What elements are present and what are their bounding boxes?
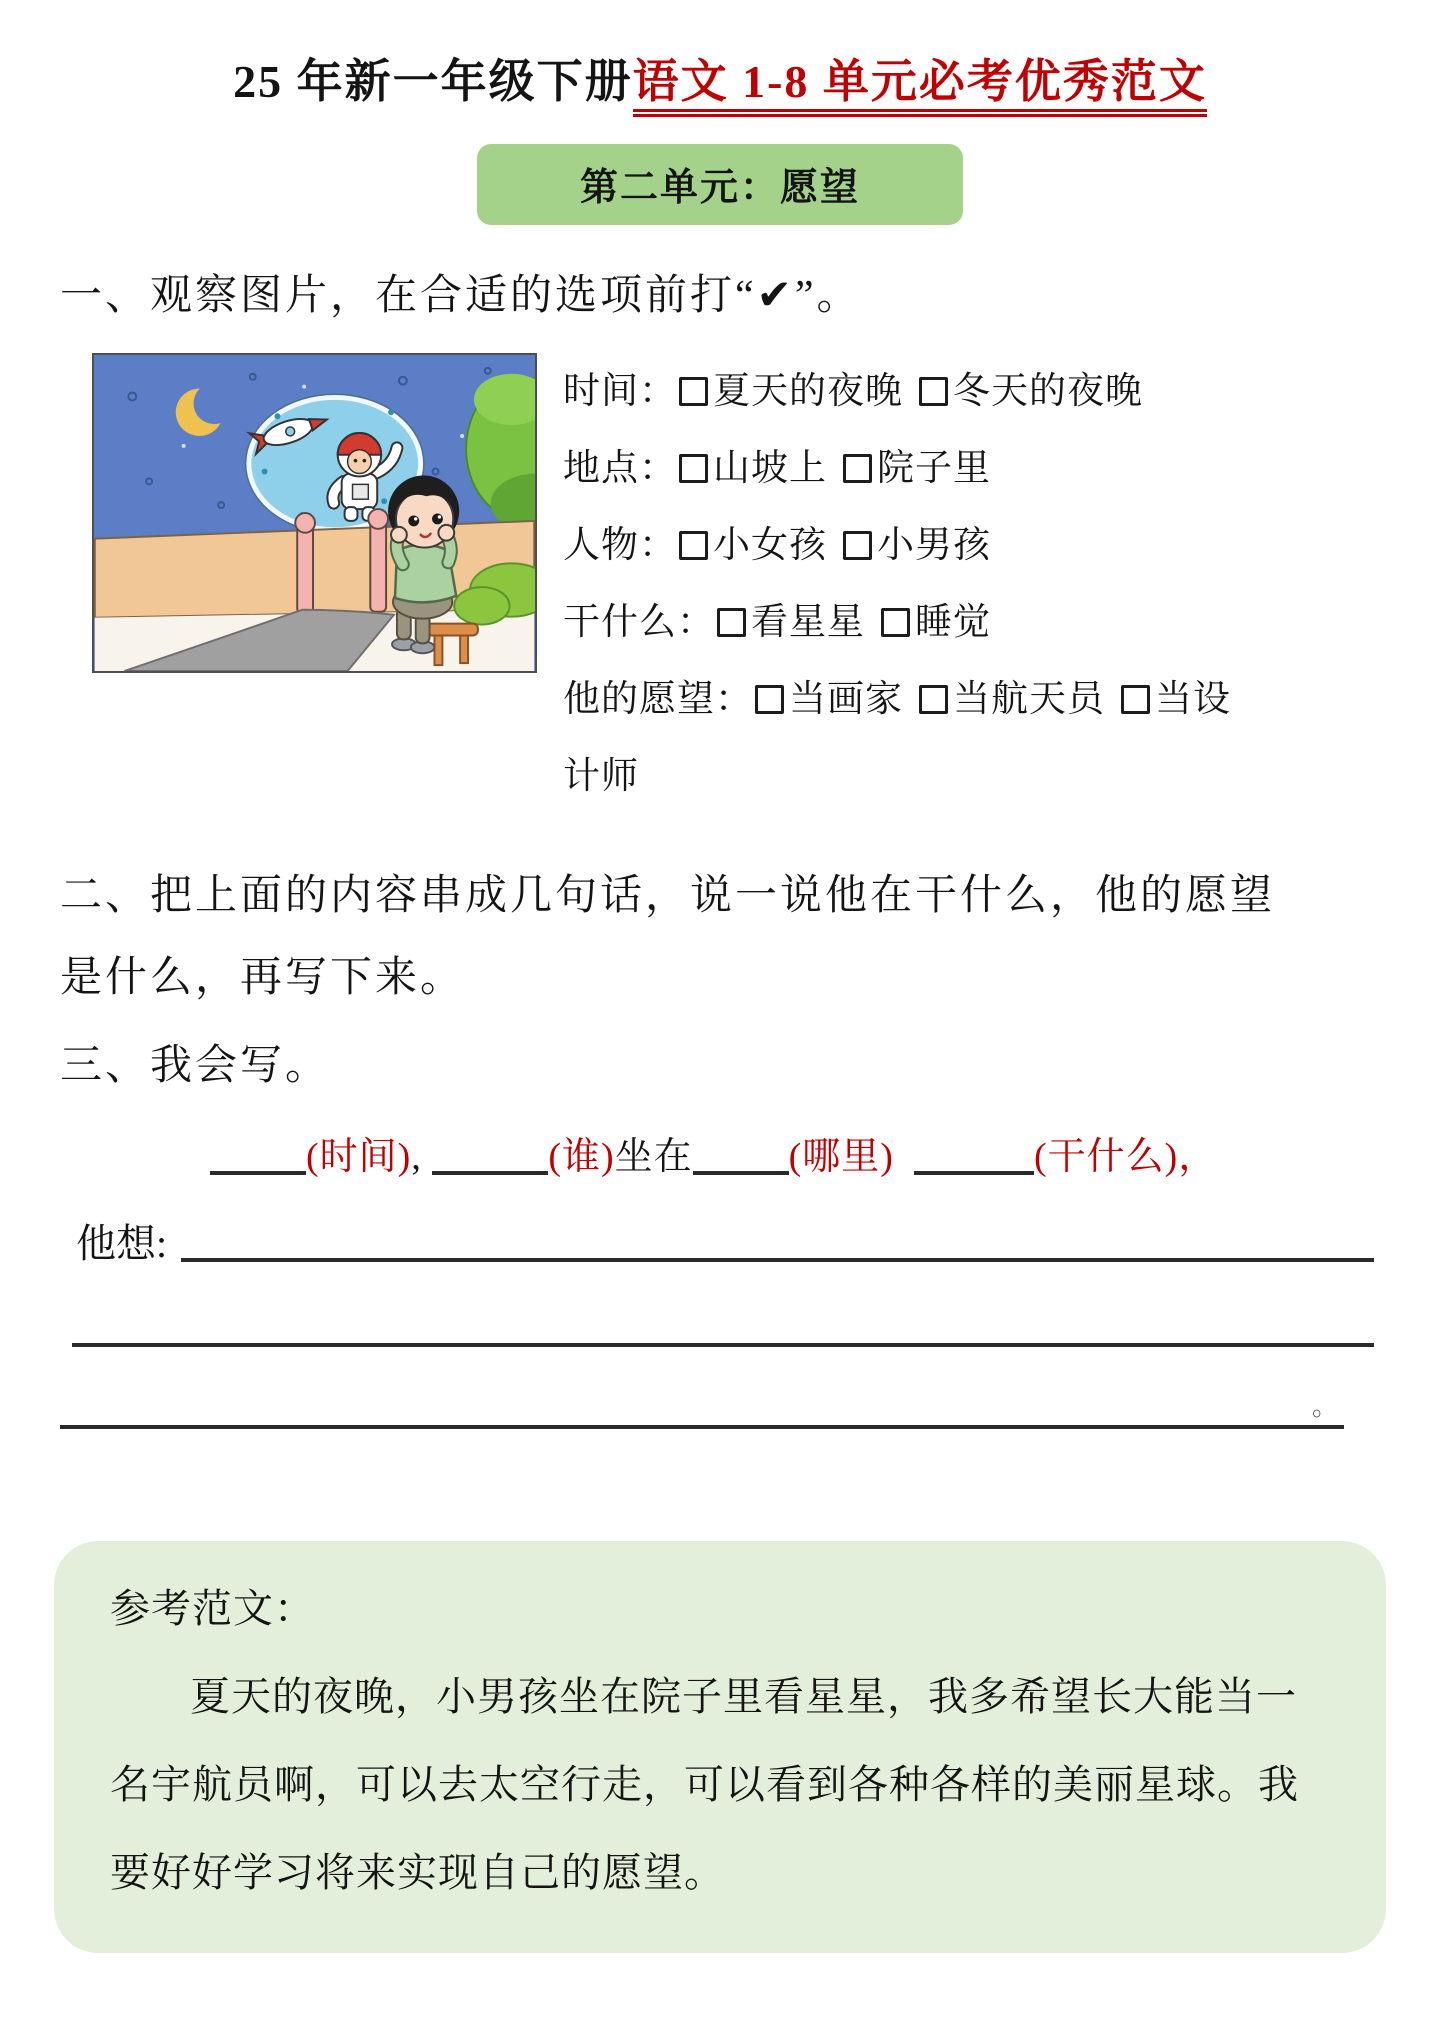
- option-label: 冬天的夜晚: [953, 371, 1143, 412]
- title-red-underlined-part: 语文 1-8 单元必考优秀范文: [633, 56, 1207, 117]
- blank-doing[interactable]: [914, 1145, 1034, 1175]
- row-label: 他的愿望：: [563, 679, 753, 720]
- checkbox-row-person: [563, 507, 1263, 584]
- comma-red: ，: [1178, 1136, 1218, 1178]
- writing-line[interactable]: [181, 1258, 1374, 1262]
- row-label: 人物：: [563, 525, 677, 566]
- title-black-part: 25 年新一年级下册: [233, 56, 633, 107]
- option-label: 当航天员: [953, 679, 1105, 720]
- blank-where[interactable]: [693, 1145, 789, 1175]
- option-label: 看星星: [751, 602, 865, 643]
- section1-body: [60, 353, 1380, 815]
- checkbox[interactable]: [843, 454, 872, 483]
- checkbox[interactable]: [843, 531, 872, 560]
- comma: ,: [411, 1136, 422, 1178]
- checkbox[interactable]: [881, 608, 910, 637]
- option-label: 小男孩: [877, 525, 991, 566]
- he-thinks-row: [60, 1212, 1380, 1269]
- checkbox[interactable]: [717, 608, 746, 637]
- option-label: 院子里: [877, 448, 991, 489]
- hint-doing: (干什么): [1033, 1136, 1179, 1178]
- option-label: 当设计师: [563, 679, 1231, 797]
- row-label: 地点：: [563, 448, 677, 489]
- option-label: 夏天的夜晚: [713, 371, 903, 412]
- checkbox[interactable]: [919, 377, 948, 406]
- checkbox[interactable]: [679, 454, 708, 483]
- checkbox[interactable]: [679, 531, 708, 560]
- row-label: 干什么：: [563, 602, 715, 643]
- checkbox-row-activity: [563, 584, 1263, 661]
- section3-heading: 三、我会写。: [60, 1043, 331, 1089]
- tail-period: 。: [1311, 1392, 1338, 1421]
- sit-text: 坐在: [614, 1136, 693, 1178]
- checkbox[interactable]: [1121, 685, 1150, 714]
- row-label: 时间：: [563, 371, 677, 412]
- hint-time: (时间): [306, 1136, 412, 1178]
- checkbox-row-time: [563, 353, 1263, 430]
- reference-essay-box: [54, 1541, 1386, 1953]
- he-thinks-label: 他想:: [76, 1221, 168, 1266]
- page-title: [60, 44, 1380, 120]
- option-label: 小女孩: [713, 525, 827, 566]
- fill-in-sentence: [60, 1125, 1380, 1180]
- checkbox-row-wish: [563, 661, 1263, 815]
- checkbox[interactable]: [679, 377, 708, 406]
- unit-banner: 第二单元：愿望: [477, 144, 963, 225]
- option-label: 山坡上: [713, 448, 827, 489]
- reference-essay-label: 参考范文：: [110, 1586, 315, 1631]
- checkbox[interactable]: [919, 685, 948, 714]
- checkbox-row-place: [563, 430, 1263, 507]
- section1-heading: 一、观察图片，在合适的选项前打“✔”。: [60, 273, 862, 319]
- scene-illustration: [92, 353, 537, 673]
- blank-who[interactable]: [432, 1145, 548, 1175]
- section2-heading: 二、把上面的内容串成几句话，说一说他在干什么，他的愿望是什么，再写下来。: [60, 873, 1276, 1001]
- option-label: 睡觉: [915, 602, 991, 643]
- blank-time[interactable]: [210, 1145, 306, 1175]
- reference-essay-text: 夏天的夜晚，小男孩坐在院子里看星星，我多希望长大能当一名宇航员啊，可以去太空行走，可以看到各种各样的美丽星球。我要好好学习将来实现自己的愿望。: [110, 1674, 1299, 1895]
- hint-where: (哪里): [788, 1136, 894, 1178]
- checkbox[interactable]: [755, 685, 784, 714]
- writing-line[interactable]: [72, 1343, 1374, 1347]
- options-column: [563, 353, 1263, 815]
- hint-who: (谁): [548, 1136, 615, 1178]
- option-label: 当画家: [789, 679, 903, 720]
- writing-line[interactable]: [60, 1392, 1344, 1429]
